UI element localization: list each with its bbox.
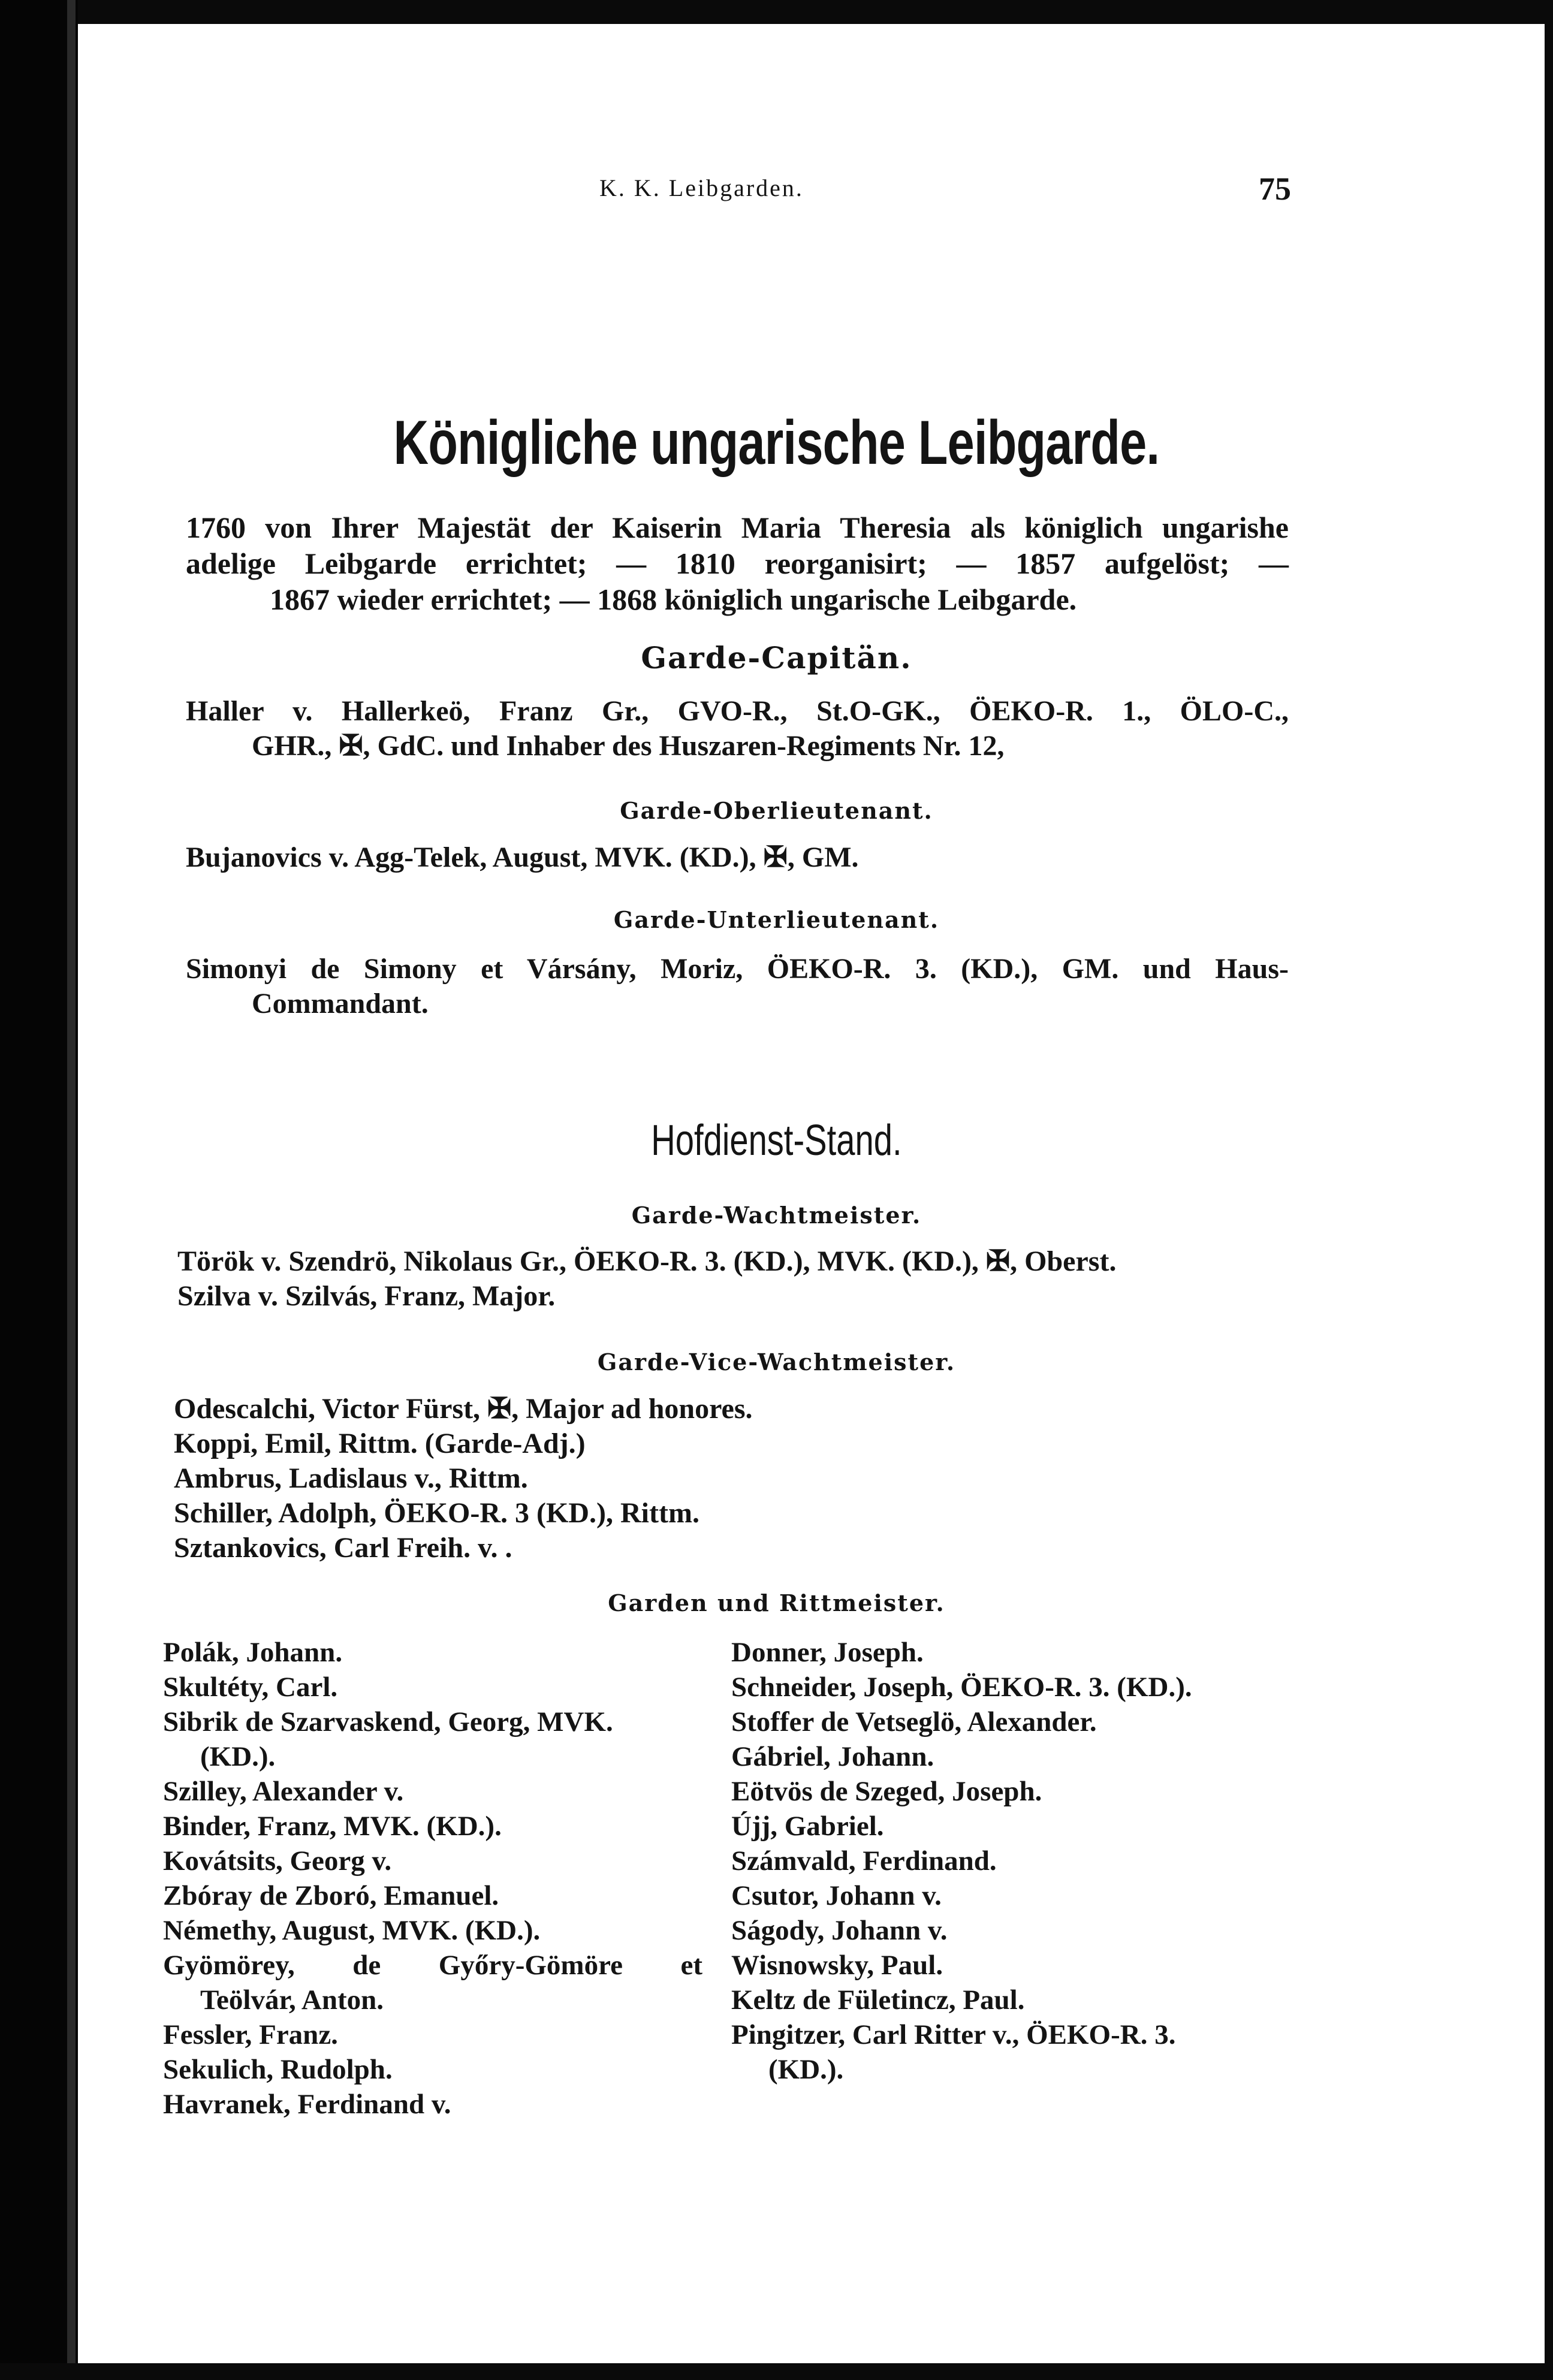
entry-list-garde-wachtmeister <box>177 1244 1116 1314</box>
entry-line: Odescalchi, Victor Fürst, ✠, Major ad honores. <box>174 1393 753 1425</box>
section-title-hofdienst-stand: Hofdienst-Stand. <box>651 1117 902 1165</box>
intro-line: 1867 wieder errichtet; — 1868 königlich ungarische Leibgarde. <box>270 583 1077 616</box>
entry-line: Török v. Szendrö, Nikolaus Gr., ÖEKO-R. 3. (KD.), MVK. (KD.), ✠, Oberst. <box>177 1245 1117 1277</box>
item-text: Schneider, Joseph, ÖEKO-R. 3. (KD.). <box>731 1672 1192 1703</box>
list-item <box>163 1774 702 1809</box>
item-text: Zbóray de Zboró, Emanuel. <box>163 1880 499 1911</box>
entry-line: Ambrus, Ladislaus v., Rittm. <box>174 1462 528 1494</box>
page-title: Königliche ungarische Leibgarde. <box>393 408 1160 478</box>
item-text: Némethy, August, MVK. (KD.). <box>163 1915 541 1946</box>
item-text: Kovátsits, Georg v. <box>163 1845 392 1877</box>
entry-line: Commandant. <box>252 988 429 1019</box>
item-text: Pingitzer, Carl Ritter v., ÖEKO-R. 3. <box>731 2019 1176 2050</box>
intro-line: adelige Leibgarde errichtet; — 1810 reorganisirt; — 1857 aufgelöst; — <box>186 547 1289 580</box>
entry-line: Sztankovics, Carl Freih. v. . <box>174 1532 512 1564</box>
list-item <box>731 1983 1283 2017</box>
item-text: Polák, Johann. <box>163 1637 343 1668</box>
entry-line: Szilva v. Szilvás, Franz, Major. <box>177 1280 556 1312</box>
entry-line: Koppi, Emil, Rittm. (Garde-Adj.) <box>174 1428 586 1459</box>
item-text: Gyömörey, de Győry-Gömöre et <box>163 1950 702 1981</box>
list-item <box>731 1739 1283 1774</box>
item-text: Ságody, Johann v. <box>731 1915 948 1946</box>
list-item <box>731 1670 1283 1705</box>
list-item <box>163 1913 702 1948</box>
intro-line: 1760 von Ihrer Majestät der Kaiserin Maria Theresia als königlich ungarishe <box>186 511 1289 544</box>
entry-garde-oberlieutenant: Bujanovics v. Agg-Telek, August, MVK. (KD.), ✠, GM. <box>186 841 859 873</box>
item-continuation: (KD.). <box>200 1741 276 1772</box>
item-text: Donner, Joseph. <box>731 1637 924 1668</box>
section-heading-garde-vice-wachtmeister: Garde-Vice-Wachtmeister. <box>597 1349 956 1375</box>
item-text: Fessler, Franz. <box>163 2019 338 2050</box>
item-text: Újj, Gabriel. <box>731 1811 884 1842</box>
list-item <box>731 1809 1283 1844</box>
item-text: Sekulich, Rudolph. <box>163 2054 393 2085</box>
item-continuation: (KD.). <box>768 2054 844 2085</box>
entry-line: Simonyi de Simony et Vársány, Moriz, ÖEKO-R. 3. (KD.), GM. und Haus- <box>186 953 1289 985</box>
item-text: Skultéty, Carl. <box>163 1672 338 1703</box>
page-number: 75 <box>1259 171 1291 207</box>
list-item <box>163 2017 702 2052</box>
list-item <box>163 2087 702 2122</box>
section-heading-garde-unterlieutenant: Garde-Unterlieutenant. <box>613 906 940 933</box>
list-item <box>731 1913 1283 1948</box>
list-item <box>163 1809 702 1844</box>
section-heading-garde-oberlieutenant: Garde-Oberlieutenant. <box>620 797 933 824</box>
item-text: Binder, Franz, MVK. (KD.). <box>163 1811 502 1842</box>
entry-line: Schiller, Adolph, ÖEKO-R. 3 (KD.), Rittm. <box>174 1497 699 1529</box>
item-text: Szilley, Alexander v. <box>163 1776 404 1807</box>
entry-list-garde-vice-wachtmeister <box>174 1392 753 1565</box>
list-item <box>731 1705 1283 1739</box>
list-item <box>163 1878 702 1913</box>
roster-column-left <box>163 1635 702 2122</box>
running-head: K. K. Leibgarden. <box>599 174 804 201</box>
item-text: Stoffer de Vetseglö, Alexander. <box>731 1706 1097 1738</box>
item-text: Havranek, Ferdinand v. <box>163 2089 451 2120</box>
item-text: Csutor, Johann v. <box>731 1880 942 1911</box>
section-heading-garde-wachtmeister: Garde-Wachtmeister. <box>631 1202 922 1229</box>
item-text: Számvald, Ferdinand. <box>731 1845 997 1877</box>
entry-garde-unterlieutenant <box>186 952 1289 1021</box>
item-text: Sibrik de Szarvaskend, Georg, MVK. <box>163 1706 613 1738</box>
section-heading-garde-capitan: Garde-Capitän. <box>641 640 912 675</box>
list-item <box>731 1878 1283 1913</box>
item-text: Eötvös de Szeged, Joseph. <box>731 1776 1042 1807</box>
item-text: Wisnowsky, Paul. <box>731 1950 943 1981</box>
list-item <box>731 1844 1283 1878</box>
entry-line: GHR., ✠, GdC. und Inhaber des Huszaren-Regiments Nr. 12, <box>252 730 1005 762</box>
intro-paragraph <box>186 509 1289 617</box>
list-item <box>163 1705 702 1774</box>
list-item <box>163 1635 702 1670</box>
list-item <box>163 1844 702 1878</box>
entry-line: Haller v. Hallerkeö, Franz Gr., GVO-R., St.O-GK., ÖEKO-R. 1., ÖLO-C., <box>186 695 1289 727</box>
roster-column-right <box>731 1635 1283 2087</box>
entry-garde-capitan <box>186 694 1289 764</box>
section-heading-garden-und-rittmeister: Garden und Rittmeister. <box>608 1589 945 1616</box>
list-item <box>731 1948 1283 1983</box>
list-item <box>163 1670 702 1705</box>
list-item <box>731 1774 1283 1809</box>
item-text: Gábriel, Johann. <box>731 1741 934 1772</box>
item-text: Keltz de Fületincz, Paul. <box>731 1984 1025 2016</box>
list-item <box>163 2052 702 2087</box>
list-item <box>731 1635 1283 1670</box>
list-item <box>163 1948 702 2017</box>
item-continuation: Teölvár, Anton. <box>200 1984 384 2016</box>
list-item <box>731 2017 1283 2087</box>
